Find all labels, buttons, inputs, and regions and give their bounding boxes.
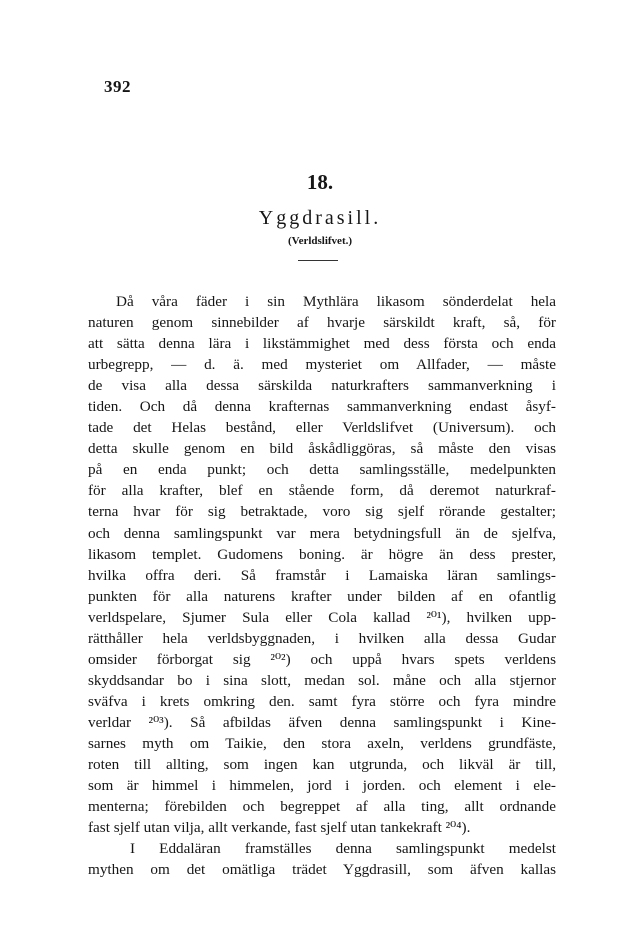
text-line: på en enda punkt; och detta samlingsställe, medelpunkten	[88, 461, 556, 479]
text-line: terna hvar för sig betraktade, voro sig sjelf rörande gestalter;	[88, 503, 556, 521]
page-number: 392	[104, 77, 131, 96]
text-line: Då våra fäder i sin Mythlära likasom sönderdelat hela	[116, 293, 556, 310]
body-text	[88, 291, 556, 880]
text-line: naturen genom sinnebilder af hvarje särskildt kraft, så, för	[88, 314, 556, 332]
chapter-number: 18.	[306, 170, 334, 194]
text-line: verldspelare, Sjumer Sula eller Cola kallad ²⁰¹), hvilken upp-	[88, 608, 556, 626]
text-line: sväfva i krets omkring den. samt fyra större och fyra mindre	[88, 692, 556, 710]
text-line: skyddsandar bo i sina slott, medan sol. måne och alla stjernor	[88, 671, 556, 689]
text-line: detta skulle genom en bild åskådliggöras, så måste den visas	[88, 440, 556, 458]
text-line: fast sjelf utan vilja, allt verkande, fast sjelf utan tankekraft ²⁰⁴).	[88, 819, 471, 837]
text-line: hvilka offra deri. Så framstår i Lamaiska läran samlings-	[88, 566, 556, 584]
text-line: roten till allting, som ingen kan utgrunda, och likväl är till,	[88, 756, 556, 774]
text-line: urbegrepp, — d. ä. med mysteriet om Allfader, — måste	[88, 356, 556, 374]
text-line: omsider förborgat sig ²⁰²) och uppå hvars spets verldens	[88, 650, 556, 668]
text-line: punkten för alla naturens krafter under bilden af en ofantlig	[88, 587, 556, 605]
chapter-title: Yggdrasill.	[258, 207, 382, 229]
text-line: tiden. Och då denna krafternas sammanverkning endast åsyf-	[88, 398, 556, 416]
text-line: och denna samlingspunkt var mera betydningsfull än de sjelfva,	[88, 524, 556, 542]
chapter-subtitle: (Verldslifvet.)	[287, 235, 353, 247]
text-line: tade det Helas bestånd, eller Verldslifvet (Universum). och	[88, 419, 556, 437]
text-line: mythen om det omätliga trädet Yggdrasill, som äfven kallas	[88, 861, 556, 879]
text-line: likasom templet. Gudomens boning. är högre än dess prester,	[88, 545, 556, 563]
text-line: de visa alla dessa särskilda naturkrafters sammanverkning i	[88, 377, 556, 395]
title-divider	[298, 260, 338, 261]
text-line: I Eddaläran framställes denna samlingspunkt medelst	[130, 840, 556, 858]
text-line: verldar ²⁰³). Så afbildas äfven denna samlingspunkt i Kine-	[88, 713, 556, 731]
text-line: rätthåller hela verldsbyggnaden, i hvilken alla dessa Gudar	[88, 629, 556, 647]
text-line: sarnes myth om Taikie, den stora axeln, verldens grundfäste,	[88, 734, 556, 752]
text-line: menterna; förebilden och begreppet af alla ting, allt ordnande	[88, 798, 556, 816]
text-line: att sätta denna lära i likstämmighet med dess första och enda	[88, 335, 556, 353]
text-line: som är himmel i himmelen, jord i jorden. och element i ele-	[88, 777, 556, 795]
text-line: för alla krafter, blef en stående form, då deremot naturkraf-	[88, 482, 556, 500]
